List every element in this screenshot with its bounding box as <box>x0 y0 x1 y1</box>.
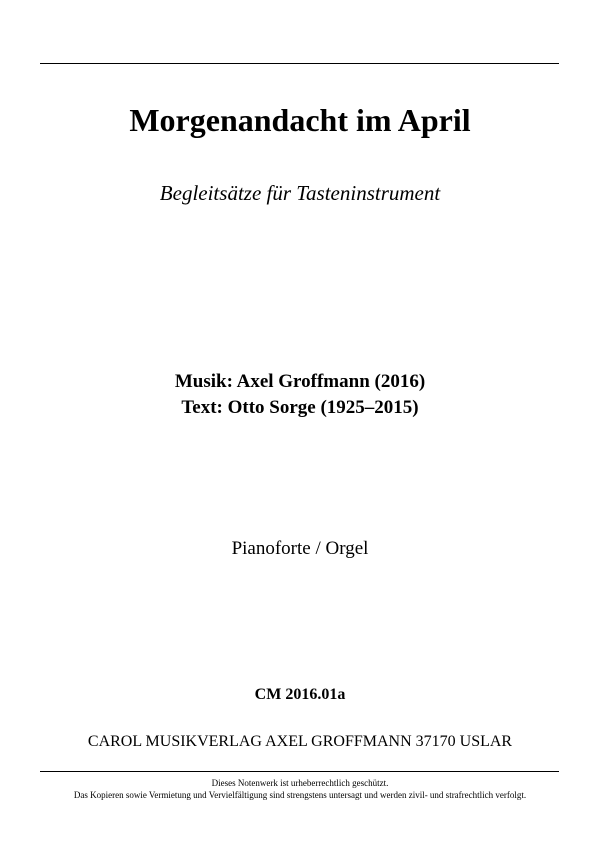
top-rule <box>40 63 559 64</box>
copyright-notice: Dieses Notenwerk ist urheberrechtlich geschützt. <box>211 778 389 788</box>
copying-prohibition-notice: Das Kopieren sowie Vermietung und Vervielfältigung sind strengstens untersagt und werden zivil- und strafrechtlich verfolgt. <box>73 790 527 800</box>
publisher: CAROL MUSIKVERLAG AXEL GROFFMANN 37170 USLAR <box>87 733 513 750</box>
catalog-number: CM 2016.01a <box>254 686 346 703</box>
text-credit: Text: Otto Sorge (1925–2015) <box>181 397 419 418</box>
music-credit: Musik: Axel Groffmann (2016) <box>174 371 426 392</box>
page-title: Morgenandacht im April <box>129 102 471 138</box>
instrumentation: Pianoforte / Orgel <box>231 538 369 559</box>
subtitle: Begleitsätze für Tasteninstrument <box>159 181 441 205</box>
footer-rule <box>40 771 559 772</box>
